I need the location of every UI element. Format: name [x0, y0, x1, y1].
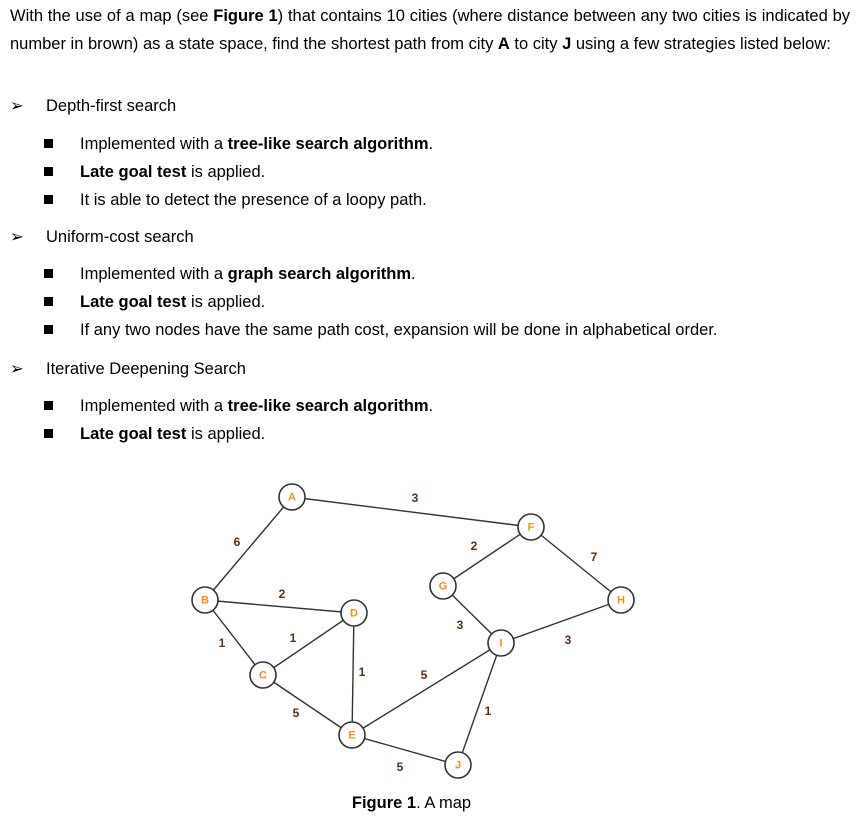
edge-weight-c-d: 1 — [289, 631, 297, 645]
city-node-label: H — [617, 594, 625, 607]
edge-weight-e-j: 5 — [396, 760, 404, 774]
city-node-label: J — [454, 759, 462, 772]
city-node-i — [488, 630, 514, 656]
city-node-c — [250, 662, 276, 688]
edge-weight-f-g: 2 — [470, 539, 478, 553]
square-bullet-icon — [44, 401, 53, 410]
square-bullet-icon — [44, 269, 53, 278]
city-node-g — [430, 573, 456, 599]
edge-d-e — [352, 613, 354, 735]
bullet-item: Implemented with a tree-like search algorithm. — [44, 130, 433, 158]
edge-weight-f-h: 7 — [590, 550, 598, 564]
intro-text: With the use of a map (see — [10, 7, 214, 25]
edge-weight-d-e: 1 — [358, 665, 366, 679]
edge-i-j — [458, 643, 501, 765]
edge-weight-b-d: 2 — [278, 587, 286, 601]
city-node-label: C — [259, 669, 267, 682]
square-bullet-icon — [44, 297, 53, 306]
edge-b-d — [205, 600, 354, 613]
start-city: A — [497, 35, 510, 53]
city-node-h — [608, 587, 634, 613]
edge-weight-a-b: 6 — [233, 535, 241, 549]
edge-e-j — [352, 735, 458, 765]
bullet-item: Implemented with a tree-like search algorithm. — [44, 392, 433, 420]
arrow-bullet-icon: ➢ — [10, 228, 24, 246]
edge-weight-b-c: 1 — [218, 636, 226, 650]
city-node-a — [279, 484, 305, 510]
city-node-label: G — [438, 580, 448, 593]
city-node-label: E — [348, 729, 356, 742]
square-bullet-icon — [44, 325, 53, 334]
edge-b-c — [205, 600, 263, 675]
strategy-ucs — [10, 223, 194, 251]
arrow-bullet-icon: ➢ — [10, 97, 24, 115]
city-node-label: A — [288, 491, 296, 504]
bullet-item: It is able to detect the presence of a loopy path. — [44, 186, 433, 214]
edge-weight-a-f: 3 — [411, 491, 419, 505]
edge-f-h — [531, 527, 621, 600]
figure-reference: Figure 1 — [213, 7, 278, 25]
city-node-f — [518, 514, 544, 540]
city-node-label: D — [350, 607, 358, 620]
square-bullet-icon — [44, 167, 53, 176]
city-node-e — [339, 722, 365, 748]
edges-layer — [205, 497, 621, 765]
square-bullet-icon — [44, 195, 53, 204]
city-map-graph — [0, 470, 866, 788]
intro-text: using a few strategies listed below: — [571, 35, 831, 53]
strategy-title: Depth-first search — [46, 97, 177, 115]
arrow-bullet-icon: ➢ — [10, 360, 24, 378]
problem-statement — [10, 2, 850, 58]
bullet-item: Implemented with a graph search algorithm. — [44, 260, 718, 288]
strategy-ids-bullets — [44, 392, 433, 448]
bullet-item: Late goal test is applied. — [44, 420, 433, 448]
city-node-label: I — [499, 637, 503, 650]
bullet-item: Late goal test is applied. — [44, 288, 718, 316]
edge-f-g — [443, 527, 531, 586]
bullet-item: If any two nodes have the same path cost, expansion will be done in alphabetical order. — [44, 316, 718, 344]
strategy-title: Iterative Deepening Search — [46, 360, 246, 378]
edge-weight-c-e: 5 — [292, 706, 300, 720]
square-bullet-icon — [44, 139, 53, 148]
edge-c-e — [263, 675, 352, 735]
city-node-j — [445, 752, 471, 778]
nodes-layer — [192, 484, 634, 778]
strategy-dfs — [10, 92, 176, 120]
edge-weight-g-i: 3 — [456, 618, 464, 632]
edge-weight-e-i: 5 — [420, 668, 428, 682]
intro-text: ) that contains 10 cities (where distance between any two cities is indicated by number in brown) as a state space, find the shortest path from city — [10, 7, 850, 53]
city-node-d — [341, 600, 367, 626]
goal-city: J — [562, 35, 572, 53]
city-node-label: F — [527, 521, 535, 534]
edge-weight-h-i: 3 — [564, 633, 572, 647]
bullet-item: Late goal test is applied. — [44, 158, 433, 186]
edge-a-b — [205, 497, 292, 600]
city-node-b — [192, 587, 218, 613]
intro-text: to city — [509, 35, 563, 53]
strategy-ucs-bullets — [44, 260, 718, 344]
edge-h-i — [501, 600, 621, 643]
strategy-title: Uniform-cost search — [46, 228, 194, 246]
strategy-dfs-bullets — [44, 130, 433, 214]
figure-caption: Figure 1. A map — [351, 794, 472, 812]
edge-weight-i-j: 1 — [484, 704, 492, 718]
city-node-label: B — [201, 594, 209, 607]
square-bullet-icon — [44, 429, 53, 438]
strategy-ids — [10, 355, 246, 383]
edge-e-i — [352, 643, 501, 735]
edge-c-d — [263, 613, 354, 675]
